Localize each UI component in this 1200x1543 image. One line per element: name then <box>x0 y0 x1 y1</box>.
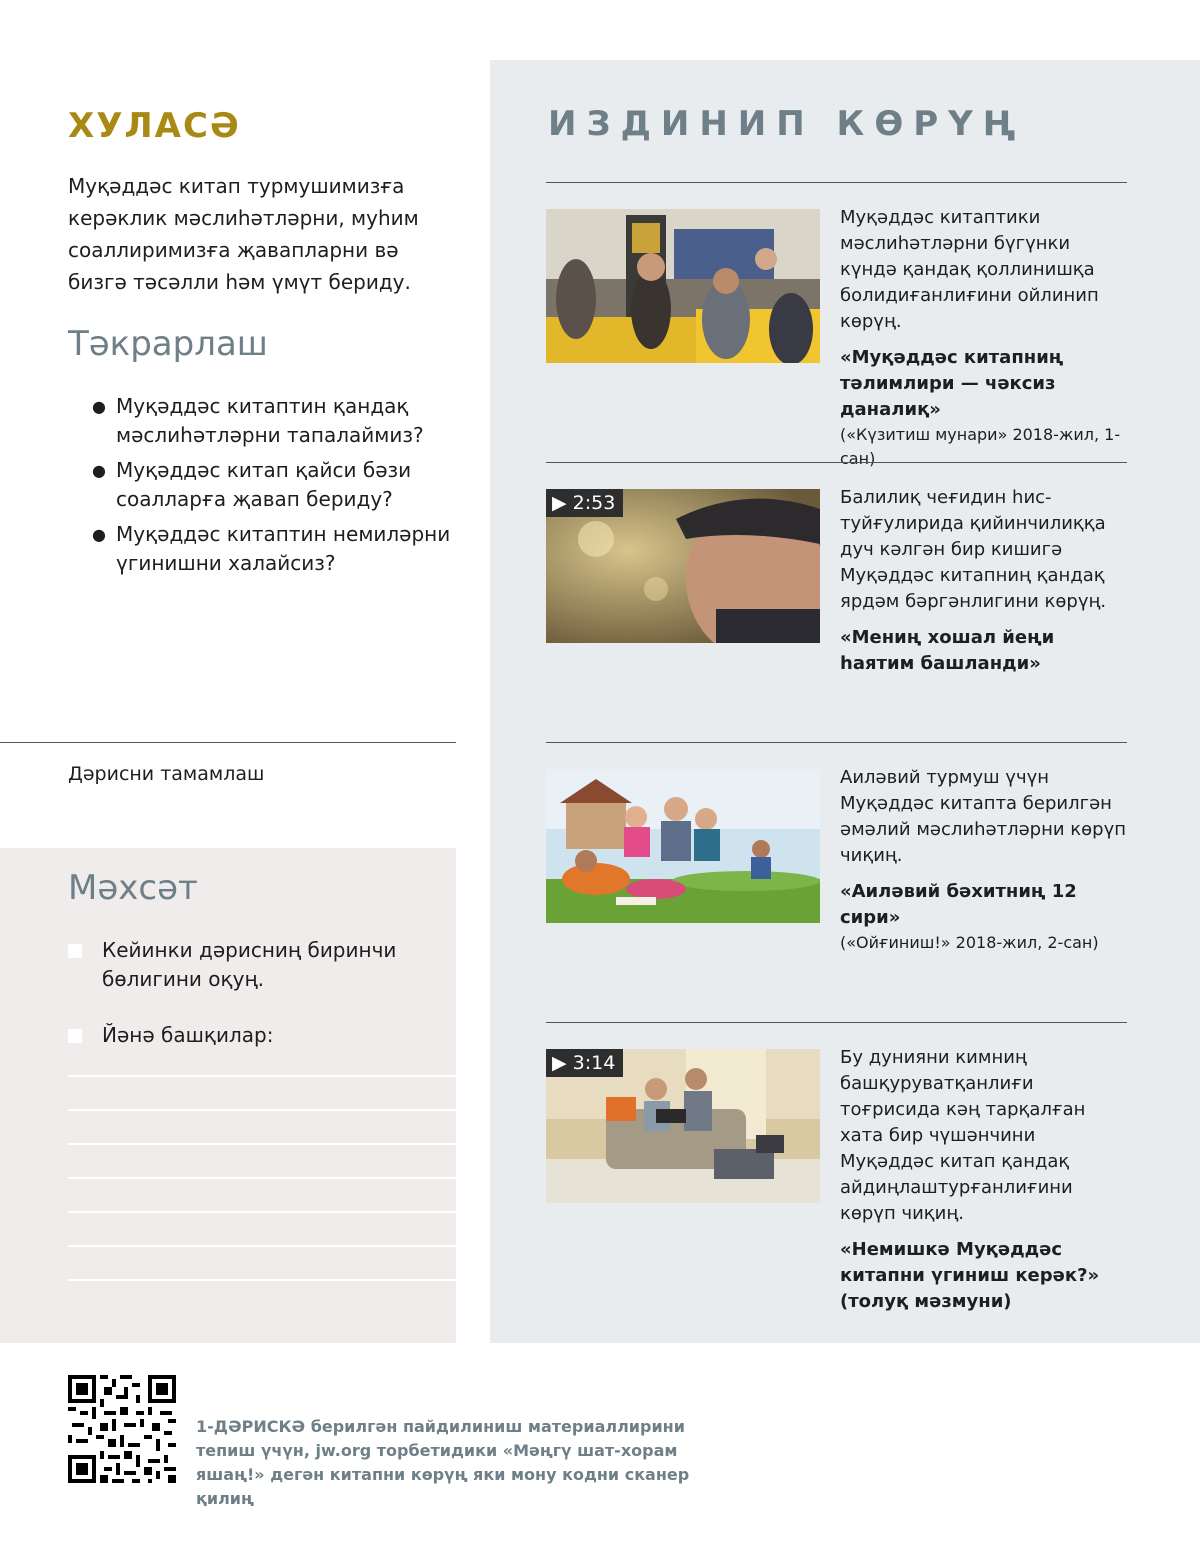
review-list <box>92 392 452 584</box>
bullet-dot-icon: ● <box>92 525 106 544</box>
review-item <box>92 520 452 578</box>
footer-note: 1-ДӘРИСКӘ берилгән пайдилиниш материаллирини тепиш үчүн, jw.org торбетидики «Мәңгү шат-хорам яшаң!» дегән китапни көрүң яки мону кодни сканер қилиң <box>196 1417 690 1508</box>
goal-item <box>68 936 428 994</box>
video-duration-badge <box>546 489 623 517</box>
summary-text: Муқәддәс китап турмушимизға керәклик мәслиһәтләрни, муһим соаллиримизға җавапларни вә бизгә тәсәлли һәм үмүт бериду. <box>68 174 419 294</box>
review-item <box>92 392 452 450</box>
write-line <box>68 1177 456 1179</box>
entry-description: Бу дунияни кимниң башқуруватқанлиғи тоғрисида кәң тарқалған хата бир чүшәнчини Муқәддәс китап қандақ айдиңлаштурғанлиғини көрүп чиқиң. <box>840 1047 1086 1224</box>
write-line <box>68 1279 456 1281</box>
goal-item-text: Йәнә башқилар: <box>102 1023 274 1047</box>
complete-lesson-label: Дәрисни тамамлаш <box>68 763 265 785</box>
play-icon: ▶ <box>552 1052 573 1074</box>
entry-title-link[interactable]: «Мениң хошал йеңи һаятим башланди» <box>840 627 1055 674</box>
summary-heading: ХУЛАСӘ <box>68 106 241 146</box>
entry-title-link[interactable]: «Аиләвий бәхитниң 12 сири» <box>840 881 1077 928</box>
video-thumbnail[interactable] <box>546 209 820 363</box>
entry-divider <box>546 1022 1127 1023</box>
entry-description: Муқәддәс китаптики мәслиһәтләрни бүгүнки күндә қандақ қоллинишқа болидиғанлиғини ойлинип көрүң. <box>840 207 1099 332</box>
bullet-dot-icon: ● <box>92 397 106 416</box>
entry-text <box>840 1045 1128 1315</box>
entry-source: («Күзитиш мунари» 2018-жил, 1-сан) <box>840 425 1121 468</box>
entry-text <box>840 205 1128 471</box>
goal-box <box>0 848 456 1343</box>
entry-text <box>840 765 1128 955</box>
entry-text <box>840 485 1128 677</box>
thumbnail-image-family <box>546 769 820 923</box>
explore-panel <box>490 60 1200 1343</box>
thumbnail-image-street <box>546 209 820 363</box>
entry-title-link[interactable]: «Муқәддәс китапниң тәлимлири — чәксиз даналиқ» <box>840 347 1064 420</box>
goal-item-text: Кейинки дәрисниң биринчи бөлигини оқуң. <box>102 938 397 991</box>
write-line <box>68 1211 456 1213</box>
video-thumbnail[interactable] <box>546 769 820 923</box>
review-item-text: Муқәддәс китап қайси бәзи соалларға җавап бериду? <box>116 458 412 511</box>
goal-checkbox[interactable] <box>68 944 82 958</box>
review-item-text: Муқәддәс китаптин қандақ мәслиһәтләрни тапалаймиз? <box>116 394 424 447</box>
entry-divider <box>546 462 1127 463</box>
video-duration: 3:14 <box>572 1052 616 1074</box>
write-line <box>68 1075 456 1077</box>
entry-description: Балилиқ чеғидин һис-туйғулирида қийинчилиққа дуч кәлгән бир кишигә Муқәддәс китапниң қандақ ярдәм бәргәнлигини көрүң. <box>840 487 1107 612</box>
write-line <box>68 1109 456 1111</box>
entry-divider <box>546 742 1127 743</box>
write-line <box>68 1245 456 1247</box>
review-item-text: Муқәддәс китаптин немиләрни үгинишни халайсиз? <box>116 522 451 575</box>
review-heading: Тәкрарлаш <box>68 324 268 364</box>
video-thumbnail[interactable] <box>546 489 820 643</box>
qr-code[interactable] <box>68 1375 176 1483</box>
bullet-dot-icon: ● <box>92 461 106 480</box>
video-duration: 2:53 <box>572 492 616 514</box>
write-line <box>68 1143 456 1145</box>
review-item <box>92 456 452 514</box>
section-divider <box>0 742 456 743</box>
goal-checkbox[interactable] <box>68 1029 82 1043</box>
video-thumbnail[interactable] <box>546 1049 820 1203</box>
entry-source: («Ойғиниш!» 2018-жил, 2-сан) <box>840 933 1099 952</box>
explore-heading: ИЗДИНИП КӨРҮҢ <box>548 104 1026 144</box>
entry-description: Аиләвий турмуш үчүн Муқәддәс китапта берилгән әмәлий мәслиһәтләрни көрүп чиқиң. <box>840 767 1126 866</box>
video-duration-badge <box>546 1049 623 1077</box>
entry-title-link[interactable]: «Немишкә Муқәддәс китапни үгиниш керәк?» (толуқ мәзмуни) <box>840 1239 1100 1312</box>
goal-item <box>68 1021 428 1050</box>
left-column <box>0 0 490 1343</box>
play-icon: ▶ <box>552 492 573 514</box>
goal-heading: Мәхсәт <box>68 868 198 908</box>
entry-divider <box>546 182 1127 183</box>
